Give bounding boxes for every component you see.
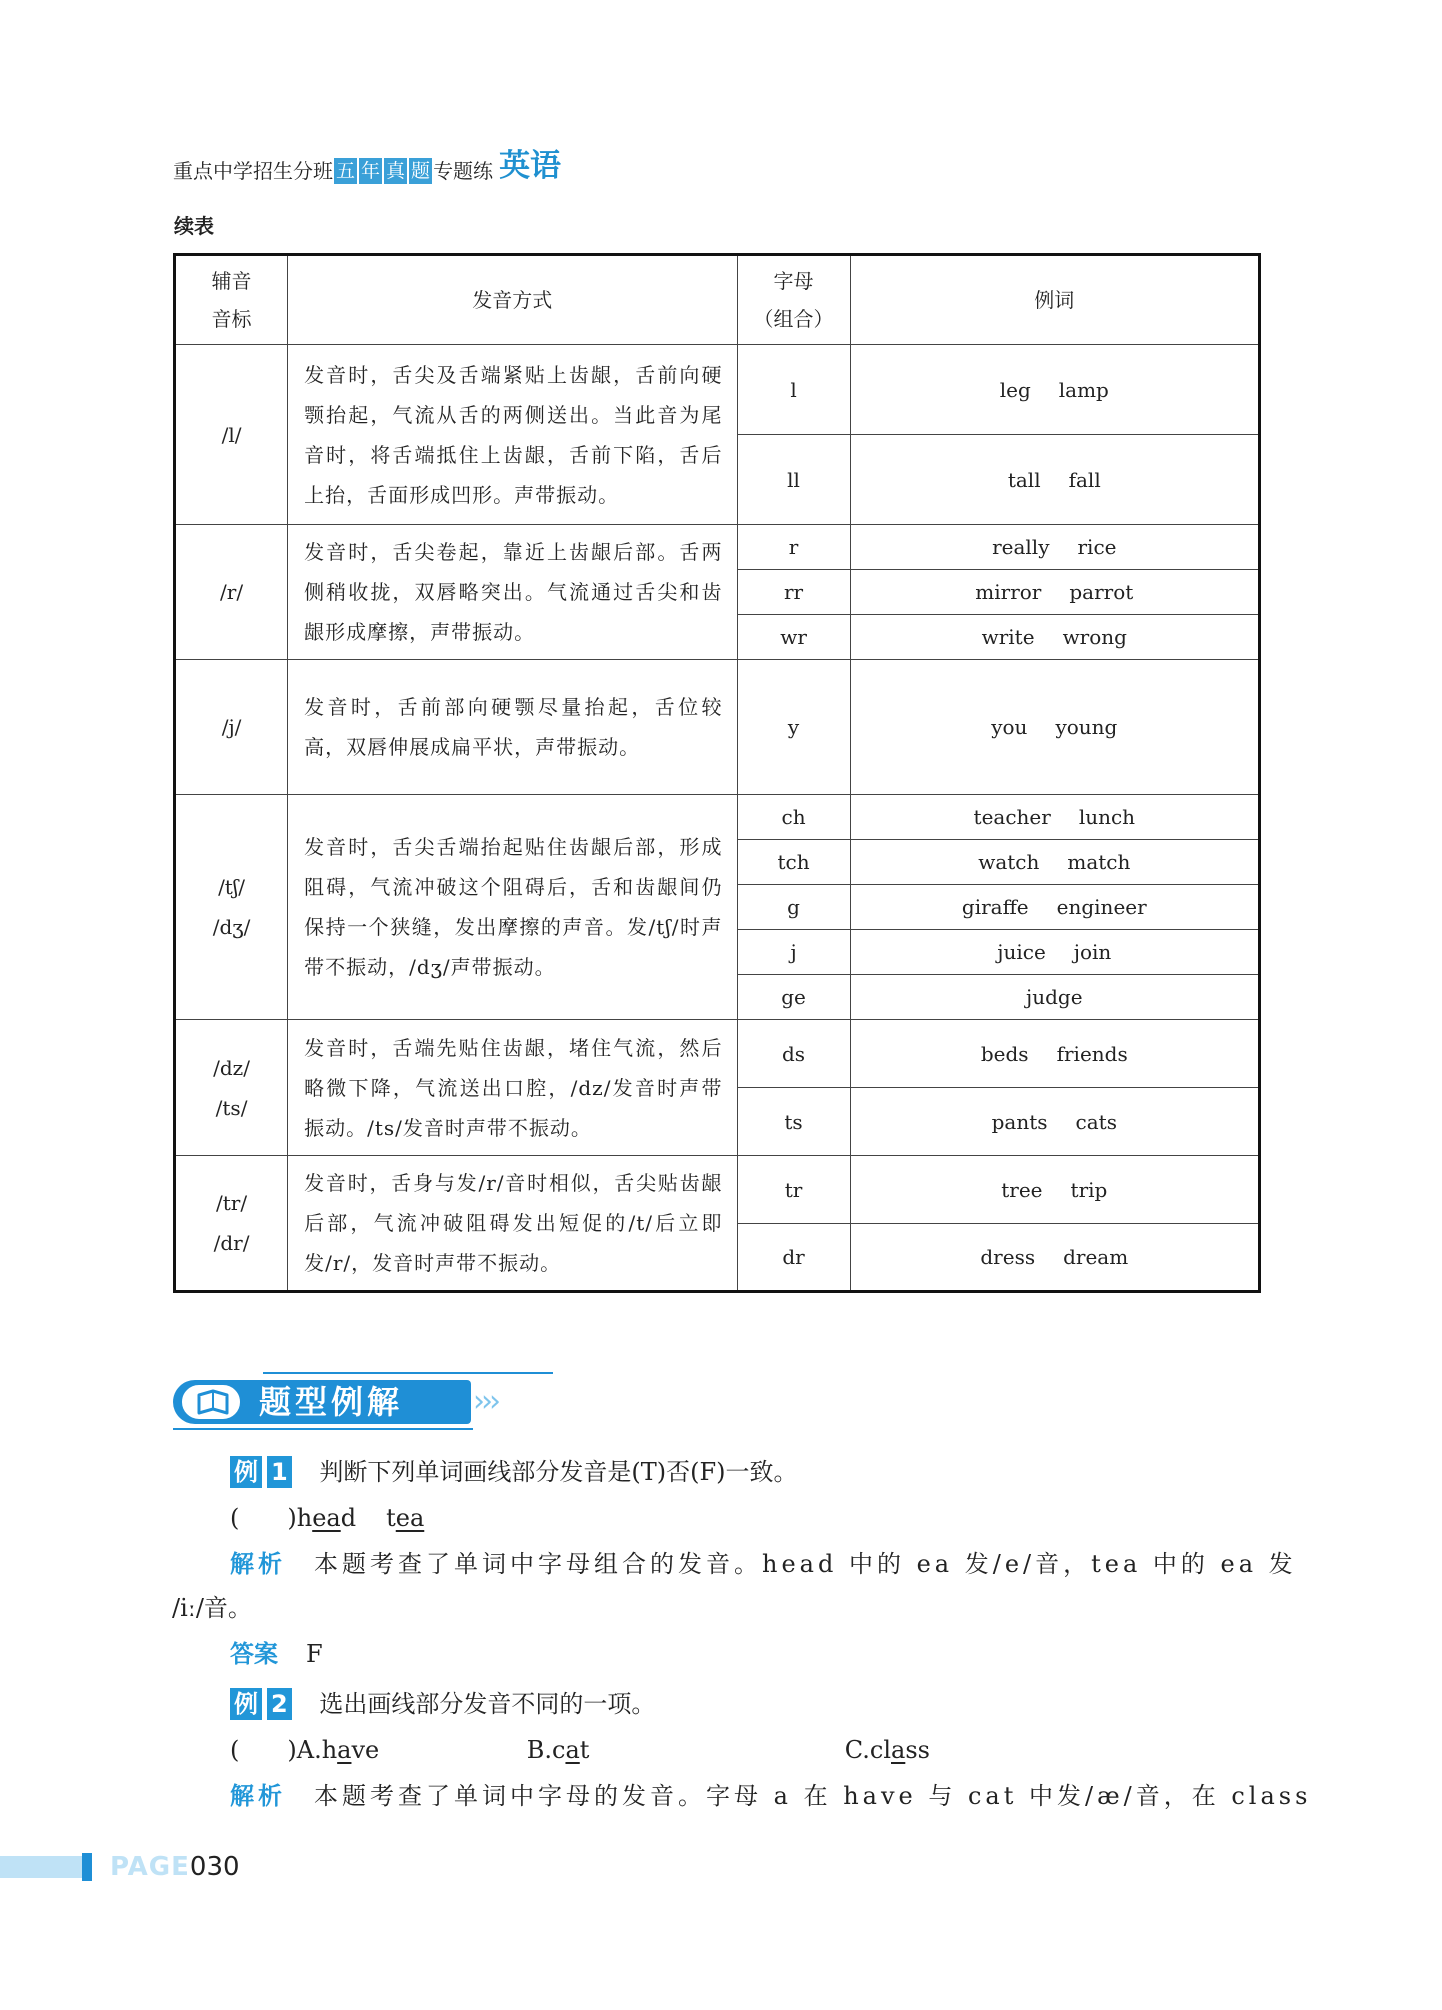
pronunciation-description: 发音时，舌尖舌端抬起贴住齿龈后部，形成阻碍，气流冲破这个阻碍后，舌和齿龈间仍保持一个狭缝，发出摩擦的声音。发/tʃ/时声带不振动，/dʒ/声带振动。: [288, 795, 737, 1020]
header-method: 发音方式: [288, 255, 737, 345]
example-words: [850, 435, 1259, 525]
example1-analysis-text: 本题考查了单词中字母组合的发音。head 中的 ea 发/e/音，tea 中的 ea 发: [314, 1550, 1297, 1578]
example-words: [850, 930, 1259, 975]
letter-combination: dr: [737, 1224, 850, 1292]
example2-question: 选出画线部分发音不同的一项。: [319, 1690, 656, 1718]
example1-question-line: [230, 1454, 797, 1490]
example-words: [850, 975, 1259, 1020]
example1-item-line: [230, 1500, 424, 1536]
example-word: beds: [980, 1041, 1029, 1066]
example1-word2: tea: [386, 1504, 425, 1532]
example-word: join: [1073, 940, 1112, 964]
letter-combination: tr: [737, 1156, 850, 1224]
table-row: [175, 1156, 1260, 1224]
example2-question-line: [230, 1686, 655, 1722]
letter-combination: g: [737, 885, 850, 930]
example-words: [850, 345, 1259, 435]
table-row: [175, 345, 1260, 435]
example-word: wrong: [1062, 625, 1127, 649]
example-word: tree: [1001, 1177, 1043, 1202]
letter-combination: r: [737, 525, 850, 570]
header-box-1: 五: [336, 160, 356, 182]
example-words: [850, 795, 1259, 840]
section-title-banner: [173, 1372, 553, 1432]
example-word: you: [991, 715, 1028, 739]
example1-answer: F: [306, 1640, 323, 1668]
example-word: match: [1067, 850, 1131, 874]
example1-number: 1: [264, 1456, 292, 1488]
book-icon: [179, 1382, 243, 1422]
example2-options-line: [230, 1732, 930, 1768]
pronunciation-description: 发音时，舌尖卷起，靠近上齿龈后部。舌两侧稍收拢，双唇略突出。气流通过舌尖和齿龈形成摩擦，声带振动。: [288, 525, 737, 660]
example-words: [850, 885, 1259, 930]
example2-option-a: A.have: [296, 1736, 380, 1764]
letter-combination: ge: [737, 975, 850, 1020]
example1-question: 判断下列单词画线部分发音是(T)否(F)一致。: [319, 1458, 798, 1486]
example-word: fall: [1068, 467, 1101, 492]
example-word: engineer: [1056, 895, 1147, 919]
example-words: [850, 1156, 1259, 1224]
example-words: [850, 525, 1259, 570]
example-word: rice: [1077, 535, 1117, 559]
consonant-symbol: /l/: [175, 345, 288, 525]
example-word: teacher: [973, 805, 1051, 829]
example2-option-b: B.cat: [526, 1736, 590, 1764]
example-word: juice: [997, 940, 1046, 964]
page-number: 030: [189, 1852, 240, 1882]
example-words: [850, 570, 1259, 615]
example-word: cats: [1075, 1109, 1117, 1134]
consonant-symbol: /j/: [175, 660, 288, 795]
example1-analysis-line1: [230, 1546, 1297, 1582]
example-word: watch: [978, 850, 1040, 874]
page-label: PAGE: [110, 1852, 190, 1882]
example-words: [850, 660, 1259, 795]
example2-bracket: ( ): [230, 1736, 297, 1764]
header-letters: 字母 （组合）: [737, 255, 850, 345]
example1-answer-line: [230, 1636, 323, 1672]
consonant-symbol: /r/: [175, 525, 288, 660]
pronunciation-description: 发音时，舌身与发/r/音时相似，舌尖贴齿龈后部，气流冲破阻碍发出短促的/t/后立即发/r/，发音时声带不振动。: [288, 1156, 737, 1292]
header-box-4: 题: [411, 160, 431, 182]
example-words: [850, 1088, 1259, 1156]
example1-word1: head: [296, 1504, 357, 1532]
table-row: [175, 795, 1260, 840]
example-word: young: [1055, 715, 1118, 739]
consonant-symbol: /tr/ /dr/: [175, 1156, 288, 1292]
table-header-row: [175, 255, 1260, 345]
table-row: [175, 525, 1260, 570]
consonant-symbol: /dz/ /ts/: [175, 1020, 288, 1156]
pronunciation-description: 发音时，舌前部向硬颚尽量抬起，舌位较高，双唇伸展成扁平状，声带振动。: [288, 660, 737, 795]
letter-combination: ds: [737, 1020, 850, 1088]
letter-combination: y: [737, 660, 850, 795]
example-word: parrot: [1069, 580, 1134, 604]
example-word: lunch: [1078, 805, 1136, 829]
example1-bracket: ( ): [230, 1504, 297, 1532]
example-word: write: [981, 625, 1035, 649]
example1-answer-label: 答案: [230, 1640, 278, 1668]
footer-bar: [0, 1856, 82, 1878]
letter-combination: ts: [737, 1088, 850, 1156]
header-box-2: 年: [361, 160, 381, 182]
letter-combination: wr: [737, 615, 850, 660]
example-word: dream: [1063, 1245, 1129, 1269]
example2-tag: 例: [230, 1688, 262, 1720]
continued-label: 续表: [174, 214, 214, 238]
footer-mark: [82, 1853, 92, 1881]
example-word: giraffe: [961, 895, 1029, 919]
letter-combination: rr: [737, 570, 850, 615]
letter-combination: j: [737, 930, 850, 975]
example1-analysis-label: 解析: [230, 1550, 286, 1578]
letter-combination: ch: [737, 795, 850, 840]
header-prefix: 重点中学招生分班: [173, 159, 333, 183]
header-suffix: 专题练: [433, 159, 494, 183]
phonetics-table: [173, 253, 1261, 1293]
banner-top-line: [263, 1372, 553, 1374]
header-subject: 英语: [499, 148, 562, 184]
arrows-icon: ›››: [473, 1384, 497, 1419]
example-word: tall: [1007, 467, 1041, 492]
page-footer: [110, 1850, 240, 1884]
example-words: [850, 840, 1259, 885]
banner-bottom-line: [173, 1428, 473, 1430]
example1-tag: 例: [230, 1456, 262, 1488]
example2-analysis-text: 本题考查了单词中字母的发音。字母 a 在 have 与 cat 中发/æ/音，在 class: [314, 1782, 1312, 1810]
letter-combination: ll: [737, 435, 850, 525]
example-word: judge: [1026, 985, 1083, 1009]
letter-combination: l: [737, 345, 850, 435]
example-word: really: [992, 535, 1050, 559]
example1-analysis-line2: /iː/音。: [172, 1594, 252, 1622]
pronunciation-description: 发音时，舌尖及舌端紧贴上齿龈，舌前向硬颚抬起，气流从舌的两侧送出。当此音为尾音时，将舌端抵住上齿龈，舌前下陷，舌后上抬，舌面形成凹形。声带振动。: [288, 345, 737, 525]
example-word: leg: [999, 377, 1031, 402]
header-box-3: 真: [386, 160, 406, 182]
header-examples: 例词: [850, 255, 1259, 345]
example-word: trip: [1070, 1177, 1108, 1202]
example-word: dress: [980, 1245, 1036, 1269]
table-row: [175, 1020, 1260, 1088]
section-title: 题型例解: [259, 1383, 404, 1421]
example2-option-c: C.class: [844, 1736, 930, 1764]
running-header: [173, 138, 561, 184]
table-row: [175, 660, 1260, 795]
example2-analysis-label: 解析: [230, 1782, 286, 1810]
consonant-symbol: /tʃ/ /dʒ/: [175, 795, 288, 1020]
example-word: pants: [991, 1109, 1048, 1134]
example-word: lamp: [1058, 377, 1109, 402]
example2-number: 2: [264, 1688, 292, 1720]
header-symbol: 辅音 音标: [175, 255, 288, 345]
example-words: [850, 615, 1259, 660]
example2-analysis-line1: [230, 1778, 1311, 1814]
table-body: [175, 345, 1260, 1292]
example-word: friends: [1056, 1041, 1128, 1066]
pronunciation-description: 发音时，舌端先贴住齿龈，堵住气流，然后略微下降，气流送出口腔，/dz/发音时声带振动。/ts/发音时声带不振动。: [288, 1020, 737, 1156]
letter-combination: tch: [737, 840, 850, 885]
example-word: mirror: [975, 580, 1042, 604]
example-words: [850, 1020, 1259, 1088]
example-words: [850, 1224, 1259, 1292]
